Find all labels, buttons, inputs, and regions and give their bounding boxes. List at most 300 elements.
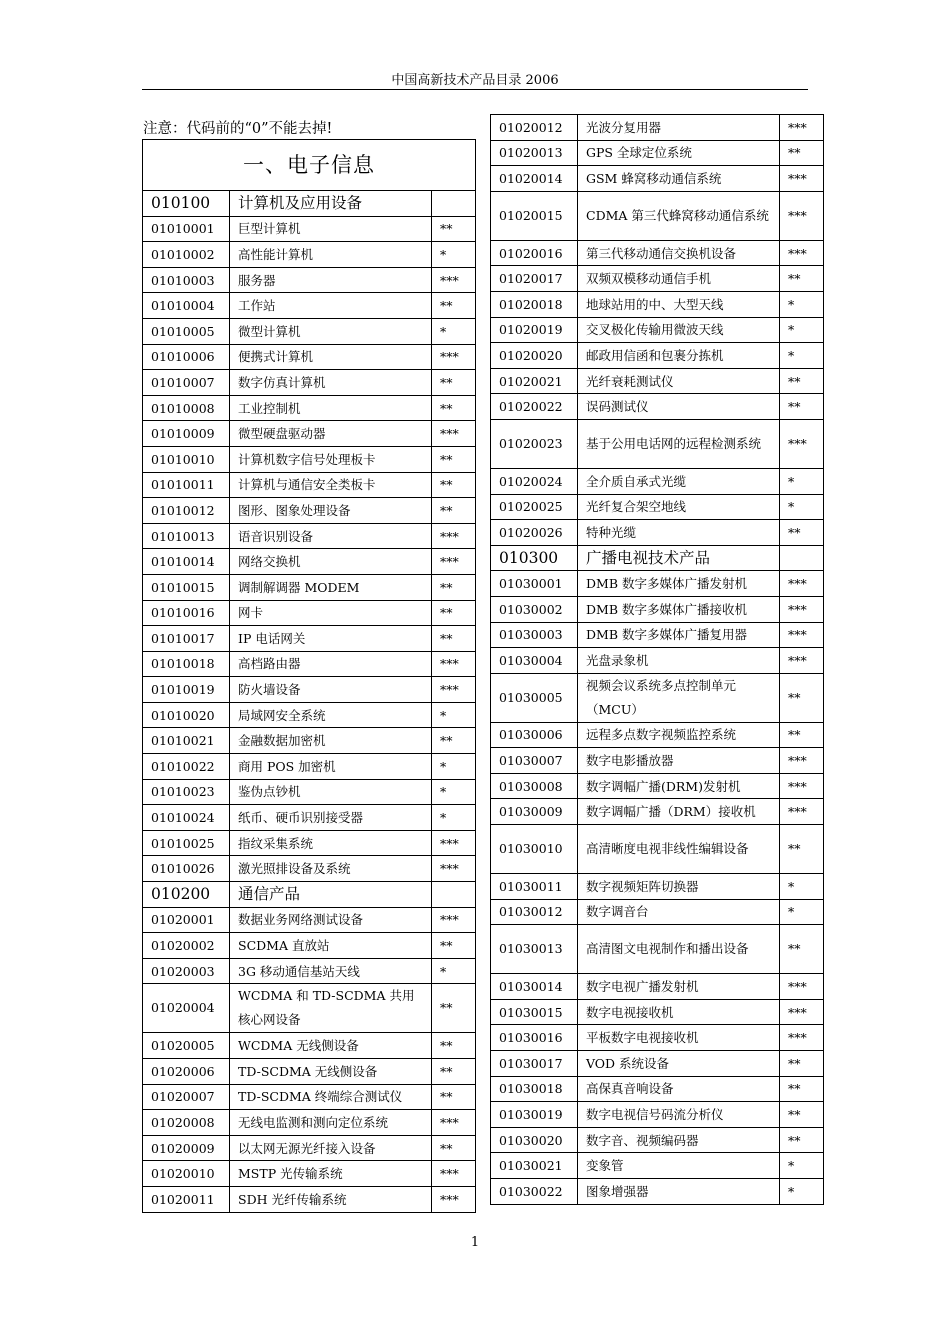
table-row — [143, 677, 476, 703]
table-row — [491, 240, 824, 266]
stars-cell: ** — [432, 498, 476, 524]
table-row — [491, 596, 824, 622]
stars-cell: ** — [432, 1135, 476, 1161]
stars-cell: *** — [432, 267, 476, 293]
table-row — [491, 1025, 824, 1051]
name-cell: TD-SCDMA 终端综合测试仪 — [230, 1084, 432, 1110]
table-row — [491, 520, 824, 546]
name-cell: 指纹采集系统 — [230, 830, 432, 856]
code-cell: 01030011 — [491, 874, 578, 900]
code-cell: 01020010 — [143, 1161, 230, 1187]
code-cell: 01010010 — [143, 446, 230, 472]
stars-cell: *** — [780, 571, 824, 597]
name-cell: 工业控制机 — [230, 395, 432, 421]
name-cell: 数字电视信号码流分析仪 — [578, 1102, 780, 1128]
code-cell: 01010009 — [143, 421, 230, 447]
stars-cell: *** — [780, 419, 824, 468]
table-row — [143, 242, 476, 268]
table-row — [143, 958, 476, 984]
table-row — [143, 907, 476, 933]
table-row — [491, 266, 824, 292]
code-cell: 01010017 — [143, 626, 230, 652]
name-cell: 第三代移动通信交换机设备 — [578, 240, 780, 266]
stars-cell: ** — [432, 472, 476, 498]
name-cell: SDH 光纤传输系统 — [230, 1186, 432, 1212]
name-cell: 激光照排设备及系统 — [230, 856, 432, 882]
name-cell: 光纤衰耗测试仪 — [578, 368, 780, 394]
table-row — [143, 1084, 476, 1110]
code-cell: 01020001 — [143, 907, 230, 933]
stars-cell: * — [432, 779, 476, 805]
stars-cell: ** — [432, 1084, 476, 1110]
name-cell: 商用 POS 加密机 — [230, 754, 432, 780]
stars-cell: ** — [780, 266, 824, 292]
name-cell: 计算机及应用设备 — [230, 191, 432, 217]
name-cell: 地球站用的中、大型天线 — [578, 291, 780, 317]
name-cell: 高性能计算机 — [230, 242, 432, 268]
code-cell: 01030017 — [491, 1051, 578, 1077]
code-cell: 01030020 — [491, 1127, 578, 1153]
table-row — [491, 291, 824, 317]
name-cell: IP 电话网关 — [230, 626, 432, 652]
name-cell: 光盘录象机 — [578, 648, 780, 674]
stars-cell: *** — [432, 907, 476, 933]
code-cell: 01010013 — [143, 523, 230, 549]
stars-cell: * — [780, 1179, 824, 1205]
table-row — [143, 549, 476, 575]
code-cell: 01010016 — [143, 600, 230, 626]
stars-cell: * — [780, 874, 824, 900]
stars-cell — [432, 191, 476, 217]
code-cell: 01020026 — [491, 520, 578, 546]
table-row — [491, 317, 824, 343]
code-cell: 010300 — [491, 545, 578, 571]
table-row — [143, 1110, 476, 1136]
code-cell: 01010020 — [143, 702, 230, 728]
stars-cell: ** — [432, 370, 476, 396]
table-row — [143, 626, 476, 652]
table-row — [491, 974, 824, 1000]
code-cell: 01010002 — [143, 242, 230, 268]
code-cell: 01030021 — [491, 1153, 578, 1179]
code-cell: 01010006 — [143, 344, 230, 370]
code-cell: 01020021 — [491, 368, 578, 394]
stars-cell — [780, 545, 824, 571]
name-cell: SCDMA 直放站 — [230, 933, 432, 959]
stars-cell: *** — [780, 648, 824, 674]
stars-cell: ** — [432, 395, 476, 421]
name-cell: 3G 移动通信基站天线 — [230, 958, 432, 984]
table-row — [491, 468, 824, 494]
code-cell: 01020017 — [491, 266, 578, 292]
main-title-row — [143, 140, 476, 191]
code-cell: 01010003 — [143, 267, 230, 293]
name-cell: DMB 数字多媒体广播复用器 — [578, 622, 780, 648]
code-cell: 01020024 — [491, 468, 578, 494]
name-cell: 图象增强器 — [578, 1179, 780, 1205]
table-row — [143, 446, 476, 472]
stars-cell: ** — [780, 368, 824, 394]
table-row — [491, 799, 824, 825]
name-cell: 微型计算机 — [230, 318, 432, 344]
table-row — [143, 754, 476, 780]
code-cell: 01020005 — [143, 1033, 230, 1059]
code-cell: 01030014 — [491, 974, 578, 1000]
table-row — [143, 1161, 476, 1187]
name-cell: 工作站 — [230, 293, 432, 319]
name-cell: GPS 全球定位系统 — [578, 140, 780, 166]
code-cell: 01020013 — [491, 140, 578, 166]
name-cell: 计算机数字信号处理板卡 — [230, 446, 432, 472]
table-row — [143, 856, 476, 882]
table-row — [143, 344, 476, 370]
code-cell: 01020002 — [143, 933, 230, 959]
stars-cell: * — [780, 494, 824, 520]
name-cell: 平板数字电视接收机 — [578, 1025, 780, 1051]
name-cell: 微型硬盘驱动器 — [230, 421, 432, 447]
code-cell: 01030009 — [491, 799, 578, 825]
name-cell: 视频会议系统多点控制单元（MCU） — [578, 673, 780, 722]
name-cell: 以太网无源光纤接入设备 — [230, 1135, 432, 1161]
stars-cell: ** — [432, 600, 476, 626]
table-row — [491, 925, 824, 974]
stars-cell: * — [432, 318, 476, 344]
catalog-table-left — [142, 139, 476, 1213]
table-row — [491, 1051, 824, 1077]
stars-cell: *** — [432, 344, 476, 370]
name-cell: 无线电监测和测向定位系统 — [230, 1110, 432, 1136]
code-cell: 01030008 — [491, 773, 578, 799]
code-cell: 01030005 — [491, 673, 578, 722]
table-row — [143, 933, 476, 959]
table-row — [491, 394, 824, 420]
stars-cell: ** — [432, 293, 476, 319]
table-row — [143, 472, 476, 498]
stars-cell: * — [432, 702, 476, 728]
name-cell: 服务器 — [230, 267, 432, 293]
table-row — [491, 166, 824, 192]
name-cell: DMB 数字多媒体广播接收机 — [578, 596, 780, 622]
header-rule — [142, 89, 808, 90]
stars-cell: ** — [780, 1051, 824, 1077]
name-cell: 调制解调器 MODEM — [230, 574, 432, 600]
code-cell: 01010007 — [143, 370, 230, 396]
stars-cell: *** — [780, 773, 824, 799]
stars-cell: *** — [432, 677, 476, 703]
catalog-table-right — [490, 114, 824, 1205]
code-cell: 010100 — [143, 191, 230, 217]
name-cell: 鉴伪点钞机 — [230, 779, 432, 805]
name-cell: 双频双模移动通信手机 — [578, 266, 780, 292]
code-cell: 01030010 — [491, 825, 578, 874]
stars-cell: ** — [432, 1033, 476, 1059]
table-row — [491, 419, 824, 468]
stars-cell: ** — [432, 574, 476, 600]
code-cell: 01010014 — [143, 549, 230, 575]
table-row — [491, 673, 824, 722]
stars-cell: ** — [432, 984, 476, 1033]
table-row — [143, 216, 476, 242]
main-title: 一、电子信息 — [143, 140, 476, 191]
table-row — [143, 267, 476, 293]
stars-cell: *** — [432, 830, 476, 856]
code-cell: 01020011 — [143, 1186, 230, 1212]
code-cell: 01020016 — [491, 240, 578, 266]
table-row — [491, 773, 824, 799]
code-cell: 01030012 — [491, 899, 578, 925]
name-cell: 交叉极化传输用微波天线 — [578, 317, 780, 343]
table-row — [143, 421, 476, 447]
name-cell: 光纤复合架空地线 — [578, 494, 780, 520]
table-row — [143, 830, 476, 856]
code-cell: 01020003 — [143, 958, 230, 984]
stars-cell: ** — [432, 216, 476, 242]
code-cell: 01020025 — [491, 494, 578, 520]
stars-cell: *** — [780, 748, 824, 774]
table-row — [143, 574, 476, 600]
stars-cell: ** — [780, 140, 824, 166]
code-cell: 01030013 — [491, 925, 578, 974]
code-cell: 01010004 — [143, 293, 230, 319]
name-cell: 广播电视技术产品 — [578, 545, 780, 571]
name-cell: 语音识别设备 — [230, 523, 432, 549]
table-row — [143, 651, 476, 677]
stars-cell: ** — [780, 1127, 824, 1153]
name-cell: 数字调幅广播(DRM)发射机 — [578, 773, 780, 799]
table-row — [491, 622, 824, 648]
stars-cell: *** — [432, 651, 476, 677]
code-cell: 01010011 — [143, 472, 230, 498]
name-cell: 变象管 — [578, 1153, 780, 1179]
stars-cell: *** — [432, 1186, 476, 1212]
stars-cell: *** — [432, 421, 476, 447]
name-cell: 数字电视接收机 — [578, 999, 780, 1025]
code-cell: 01010021 — [143, 728, 230, 754]
code-cell: 01020023 — [491, 419, 578, 468]
table-row — [143, 498, 476, 524]
name-cell: 金融数据加密机 — [230, 728, 432, 754]
name-cell: 高清图文电视制作和播出设备 — [578, 925, 780, 974]
name-cell: MSTP 光传输系统 — [230, 1161, 432, 1187]
name-cell: 巨型计算机 — [230, 216, 432, 242]
table-row — [491, 494, 824, 520]
name-cell: 数字调音台 — [578, 899, 780, 925]
code-cell: 01030007 — [491, 748, 578, 774]
code-cell: 01010025 — [143, 830, 230, 856]
page-number: 1 — [470, 1235, 480, 1250]
table-row — [491, 1102, 824, 1128]
stars-cell: ** — [432, 626, 476, 652]
table-row — [143, 984, 476, 1033]
code-cell: 01020022 — [491, 394, 578, 420]
stars-cell: ** — [780, 673, 824, 722]
stars-cell: *** — [780, 799, 824, 825]
table-row — [143, 728, 476, 754]
code-cell: 01010023 — [143, 779, 230, 805]
table-row — [143, 293, 476, 319]
code-cell: 01010015 — [143, 574, 230, 600]
stars-cell: ** — [780, 1102, 824, 1128]
stars-cell: *** — [432, 1161, 476, 1187]
stars-cell: * — [780, 899, 824, 925]
name-cell: 特种光缆 — [578, 520, 780, 546]
code-cell: 01010018 — [143, 651, 230, 677]
name-cell: 局域网安全系统 — [230, 702, 432, 728]
stars-cell: ** — [432, 446, 476, 472]
name-cell: WCDMA 和 TD-SCDMA 共用核心网设备 — [230, 984, 432, 1033]
table-row — [491, 1127, 824, 1153]
stars-cell: * — [432, 754, 476, 780]
code-cell: 01010024 — [143, 805, 230, 831]
name-cell: 数据业务网络测试设备 — [230, 907, 432, 933]
name-cell: 数字音、视频编码器 — [578, 1127, 780, 1153]
table-row — [491, 571, 824, 597]
name-cell: 便携式计算机 — [230, 344, 432, 370]
stars-cell: ** — [780, 925, 824, 974]
code-cell: 01020008 — [143, 1110, 230, 1136]
name-cell: 网卡 — [230, 600, 432, 626]
name-cell: CDMA 第三代蜂窝移动通信系统 — [578, 191, 780, 240]
notice-text: 注意：代码前的“0”不能去掉! — [143, 121, 333, 137]
stars-cell: * — [780, 468, 824, 494]
table-row — [143, 395, 476, 421]
code-cell: 01030018 — [491, 1076, 578, 1102]
stars-cell: *** — [780, 166, 824, 192]
table-row — [491, 899, 824, 925]
code-cell: 01020012 — [491, 115, 578, 141]
code-cell: 01020014 — [491, 166, 578, 192]
name-cell: 高清晰度电视非线性编辑设备 — [578, 825, 780, 874]
table-row — [491, 874, 824, 900]
stars-cell: ** — [780, 394, 824, 420]
table-row — [143, 318, 476, 344]
code-cell: 01020009 — [143, 1135, 230, 1161]
name-cell: 数字电影播放器 — [578, 748, 780, 774]
stars-cell: *** — [780, 240, 824, 266]
code-cell: 01030015 — [491, 999, 578, 1025]
name-cell: 远程多点数字视频监控系统 — [578, 722, 780, 748]
stars-cell: *** — [780, 974, 824, 1000]
name-cell: 数字仿真计算机 — [230, 370, 432, 396]
stars-cell: ** — [780, 520, 824, 546]
name-cell: DMB 数字多媒体广播发射机 — [578, 571, 780, 597]
code-cell: 01010008 — [143, 395, 230, 421]
table-row — [491, 343, 824, 369]
stars-cell: ** — [780, 825, 824, 874]
code-cell: 01030006 — [491, 722, 578, 748]
table-row — [491, 648, 824, 674]
code-cell: 01010005 — [143, 318, 230, 344]
table-row — [491, 191, 824, 240]
name-cell: 数字调幅广播（DRM）接收机 — [578, 799, 780, 825]
table-row — [143, 1033, 476, 1059]
code-cell: 01030004 — [491, 648, 578, 674]
code-cell: 01010001 — [143, 216, 230, 242]
table-row — [491, 368, 824, 394]
stars-cell — [432, 882, 476, 908]
name-cell: 防火墙设备 — [230, 677, 432, 703]
stars-cell: ** — [432, 728, 476, 754]
table-row — [491, 1076, 824, 1102]
table-row — [143, 779, 476, 805]
stars-cell: *** — [432, 856, 476, 882]
name-cell: 光波分复用器 — [578, 115, 780, 141]
code-cell: 01010012 — [143, 498, 230, 524]
table-row — [143, 702, 476, 728]
stars-cell: *** — [780, 115, 824, 141]
name-cell: 数字视频矩阵切换器 — [578, 874, 780, 900]
code-cell: 01010026 — [143, 856, 230, 882]
code-cell: 01020015 — [491, 191, 578, 240]
stars-cell: * — [780, 291, 824, 317]
table-row — [143, 370, 476, 396]
stars-cell: *** — [780, 596, 824, 622]
name-cell: 基于公用电话网的远程检测系统 — [578, 419, 780, 468]
name-cell: GSM 蜂窝移动通信系统 — [578, 166, 780, 192]
stars-cell: * — [432, 805, 476, 831]
code-cell: 01020006 — [143, 1059, 230, 1085]
code-cell: 01030001 — [491, 571, 578, 597]
stars-cell: ** — [780, 722, 824, 748]
table-row — [143, 805, 476, 831]
code-cell: 01020019 — [491, 317, 578, 343]
stars-cell: ** — [780, 1076, 824, 1102]
stars-cell: *** — [780, 191, 824, 240]
table-row — [491, 825, 824, 874]
name-cell: WCDMA 无线侧设备 — [230, 1033, 432, 1059]
code-cell: 01030016 — [491, 1025, 578, 1051]
stars-cell: ** — [432, 933, 476, 959]
code-cell: 010200 — [143, 882, 230, 908]
stars-cell: *** — [780, 1025, 824, 1051]
name-cell: VOD 系统设备 — [578, 1051, 780, 1077]
section-row — [143, 882, 476, 908]
table-row — [491, 748, 824, 774]
table-row — [491, 115, 824, 141]
stars-cell: *** — [780, 999, 824, 1025]
stars-cell: ** — [432, 1059, 476, 1085]
code-cell: 01030002 — [491, 596, 578, 622]
table-row — [491, 140, 824, 166]
name-cell: 网络交换机 — [230, 549, 432, 575]
table-row — [491, 722, 824, 748]
stars-cell: *** — [780, 622, 824, 648]
code-cell: 01010022 — [143, 754, 230, 780]
stars-cell: * — [780, 1153, 824, 1179]
code-cell: 01020007 — [143, 1084, 230, 1110]
table-row — [143, 1059, 476, 1085]
name-cell: 计算机与通信安全类板卡 — [230, 472, 432, 498]
code-cell: 01030019 — [491, 1102, 578, 1128]
stars-cell: *** — [432, 523, 476, 549]
name-cell: 邮政用信函和包裹分拣机 — [578, 343, 780, 369]
table-row — [491, 999, 824, 1025]
code-cell: 01020020 — [491, 343, 578, 369]
stars-cell: * — [780, 343, 824, 369]
stars-cell: * — [780, 317, 824, 343]
name-cell: 高档路由器 — [230, 651, 432, 677]
name-cell: 误码测试仪 — [578, 394, 780, 420]
name-cell: 高保真音响设备 — [578, 1076, 780, 1102]
table-row — [491, 1179, 824, 1205]
table-row — [143, 1186, 476, 1212]
stars-cell: * — [432, 958, 476, 984]
table-row — [491, 1153, 824, 1179]
name-cell: 纸币、硬币识别接受器 — [230, 805, 432, 831]
name-cell: 图形、图象处理设备 — [230, 498, 432, 524]
table-row — [143, 523, 476, 549]
code-cell: 01030003 — [491, 622, 578, 648]
